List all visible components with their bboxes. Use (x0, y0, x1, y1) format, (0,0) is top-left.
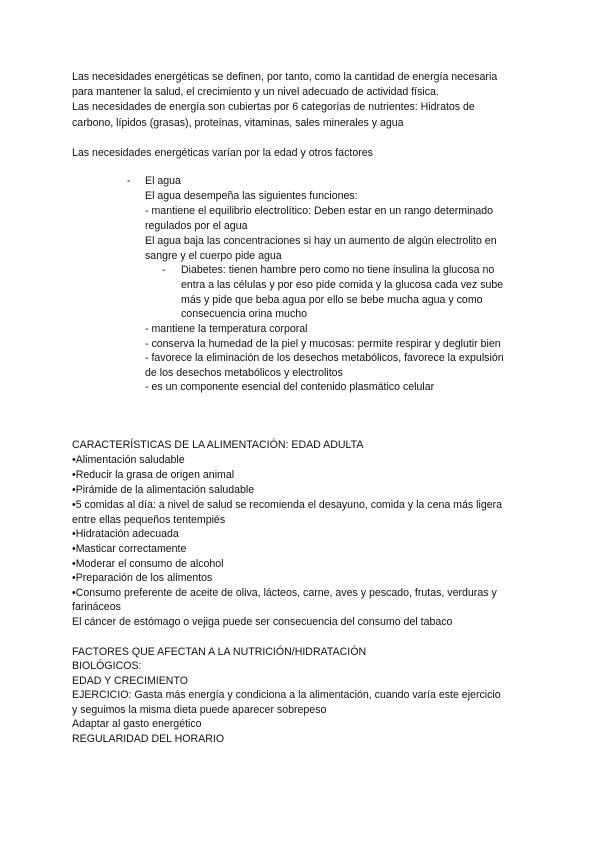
adult-item: •Consumo preferente de aceite de oliva, lácteos, carne, aves y pescado, frutas, verduras y (72, 587, 497, 599)
water-function-1-line-1: - mantiene el equilibrio electrolítico: Deben estar en un rango determinado (145, 205, 494, 217)
intro-paragraph-2-line-1: Las necesidades de energía son cubiertas por 6 categorías de nutrientes: Hidratos de (72, 101, 475, 113)
factors-schedule: REGULARIDAD DEL HORARIO (72, 733, 225, 745)
water-note-line-2: sangre y el cuerpo pide agua (145, 250, 282, 262)
adult-item: •Preparación de los alimentos (72, 572, 213, 584)
intro-paragraph-1-line-1: Las necesidades energéticas se definen, por tanto, como la cantidad de energía necesaria (72, 71, 498, 83)
intro-paragraph-2-line-2: carbono, lípidos (grasas), proteínas, vitaminas, sales minerales y agua (72, 117, 404, 129)
water-note-line-1: El agua baja las concentraciones si hay un aumento de algún electrolito en (145, 235, 497, 247)
factors-exercise-line-2: y seguimos la misma dieta puede aparecer sobrepeso (72, 704, 327, 716)
factors-age: EDAD Y CRECIMIENTO (72, 675, 188, 687)
diabetes-dash: - (162, 264, 166, 276)
adult-item: •Moderar el consumo de alcohol (72, 558, 224, 570)
water-list-dash: - (127, 175, 131, 187)
water-function-2: - mantiene la temperatura corporal (145, 323, 308, 335)
adult-note: El cáncer de estómago o vejiga puede ser consecuencia del consumo del tabaco (72, 616, 453, 628)
water-function-3: - conserva la humedad de la piel y mucosas: permite respirar y deglutir bien (145, 338, 501, 350)
intro-paragraph-1-line-2: para mantener la salud, el crecimiento y un nivel adecuado de actividad física. (72, 86, 439, 98)
water-function-5: - es un componente esencial del contenido plasmático celular (145, 381, 435, 393)
intro-paragraph-3: Las necesidades energéticas varían por la edad y otros factores (72, 147, 373, 159)
diabetes-line-3: más y pide que beba agua por ello se bebe mucha agua y como (181, 294, 483, 306)
factors-biological: BIOLÓGICOS: (72, 660, 142, 672)
factors-heading: FACTORES QUE AFECTAN A LA NUTRICIÓN/HIDRATACIÓN (72, 646, 367, 658)
adult-item: •Pirámide de la alimentación saludable (72, 484, 255, 496)
water-function-1-line-2: regulados por el agua (145, 220, 248, 232)
adult-item: farináceos (72, 601, 121, 613)
water-function-4-line-2: de los desechos metabólicos y electrolitos (145, 367, 343, 379)
adult-item: •Hidratación adecuada (72, 528, 179, 540)
factors-exercise-line-1: EJERCICIO: Gasta más energía y condiciona a la alimentación, cuando varía este ejercicio (72, 689, 501, 701)
water-functions-intro: El agua desempeña las siguientes funciones: (145, 190, 358, 202)
water-function-4-line-1: - favorece la eliminación de los desechos metabólicos, favorece la expulsión (145, 352, 504, 364)
factors-adapt: Adaptar al gasto energético (72, 718, 202, 730)
diabetes-line-2: entra a las células y por eso pide comida y la glucosa cada vez sube (181, 279, 504, 291)
diabetes-line-1: Diabetes: tienen hambre pero como no tiene insulina la glucosa no (181, 264, 495, 276)
adult-item: •Reducir la grasa de origen animal (72, 469, 235, 481)
adult-item: •5 comidas al día: a nivel de salud se recomienda el desayuno, comida y la cena más ligera (72, 499, 503, 511)
adult-item: •Alimentación saludable (72, 454, 185, 466)
water-title: El agua (145, 175, 181, 187)
adult-item: entre ellas pequeños tentempiés (72, 514, 226, 526)
adult-item: •Masticar correctamente (72, 543, 187, 555)
diabetes-line-4: consecuencia orina mucho (181, 308, 308, 320)
adult-section-heading: CARACTERÍSTICAS DE LA ALIMENTACIÓN: EDAD ADULTA (72, 439, 364, 451)
